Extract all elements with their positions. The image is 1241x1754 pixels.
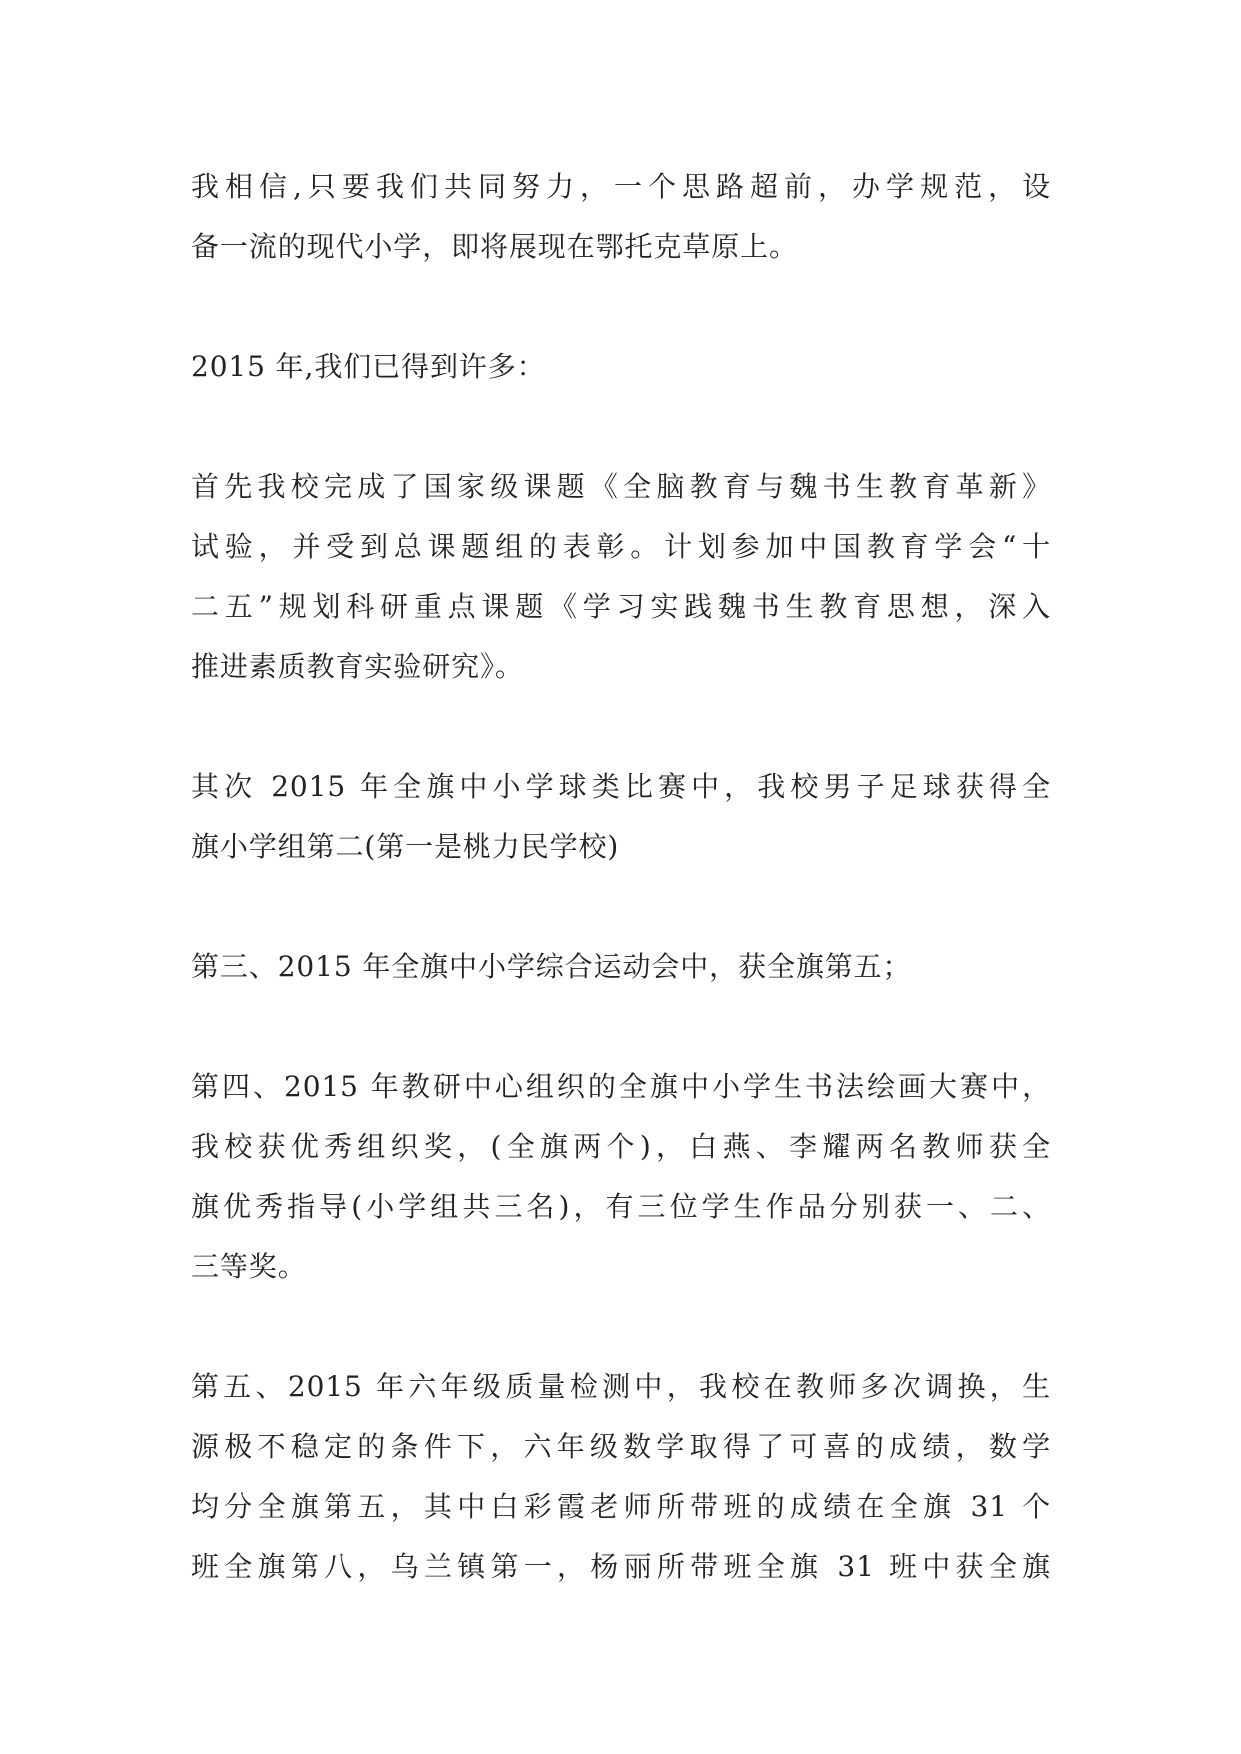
text-line: 三等奖。 [191, 1250, 307, 1283]
text-line: 第三、2015 年全旗中小学综合运动会中，获全旗第五； [191, 950, 912, 983]
paragraph-belief [191, 157, 1051, 277]
text-line: 旗优秀指导(小学组共三名)，有三位学生作品分别获一、二、 [191, 1190, 1051, 1223]
text-line: 首先我校完成了国家级课题《全脑教育与魏书生教育革新》 [191, 470, 1051, 503]
text-line: 试验，并受到总课题组的表彰。计划参加中国教育学会“十 [191, 530, 1051, 563]
text-line: 推进素质教育实验研究》。 [191, 650, 524, 683]
text-line: 备一流的现代小学，即将展现在鄂托克草原上。 [191, 230, 798, 263]
paragraph-fifth-achievement [191, 1357, 1051, 1597]
text-line: 旗小学组第二(第一是桃力民学校) [191, 830, 620, 863]
text-line: 我校获优秀组织奖，(全旗两个)，白燕、李耀两名教师获全 [191, 1130, 1051, 1163]
text-line: 均分全旗第五，其中白彩霞老师所带班的成绩在全旗 31 个 [191, 1490, 1051, 1523]
document-body [191, 157, 1051, 1657]
text-line: 二五”规划科研重点课题《学习实践魏书生教育思想，深入 [191, 590, 1051, 623]
text-line: 源极不稳定的条件下，六年级数学取得了可喜的成绩，数学 [191, 1430, 1051, 1463]
text-line: 第五、2015 年六年级质量检测中，我校在教师多次调换，生 [191, 1370, 1051, 1403]
text-line: 我相信,只要我们共同努力，一个思路超前，办学规范，设 [191, 170, 1051, 203]
text-line: 其次 2015 年全旗中小学球类比赛中，我校男子足球获得全 [191, 770, 1051, 803]
text-line: 班全旗第八，乌兰镇第一，杨丽所带班全旗 31 班中获全旗 [191, 1550, 1051, 1583]
text-line: 第四、2015 年教研中心组织的全旗中小学生书法绘画大赛中， [191, 1070, 1051, 1103]
paragraph-second-achievement [191, 757, 1051, 877]
paragraph-2015-intro [191, 337, 1051, 397]
paragraph-fourth-achievement [191, 1057, 1051, 1297]
paragraph-first-achievement [191, 457, 1051, 697]
text-line: 2015 年,我们已得到许多： [191, 350, 546, 383]
paragraph-third-achievement [191, 937, 1051, 997]
